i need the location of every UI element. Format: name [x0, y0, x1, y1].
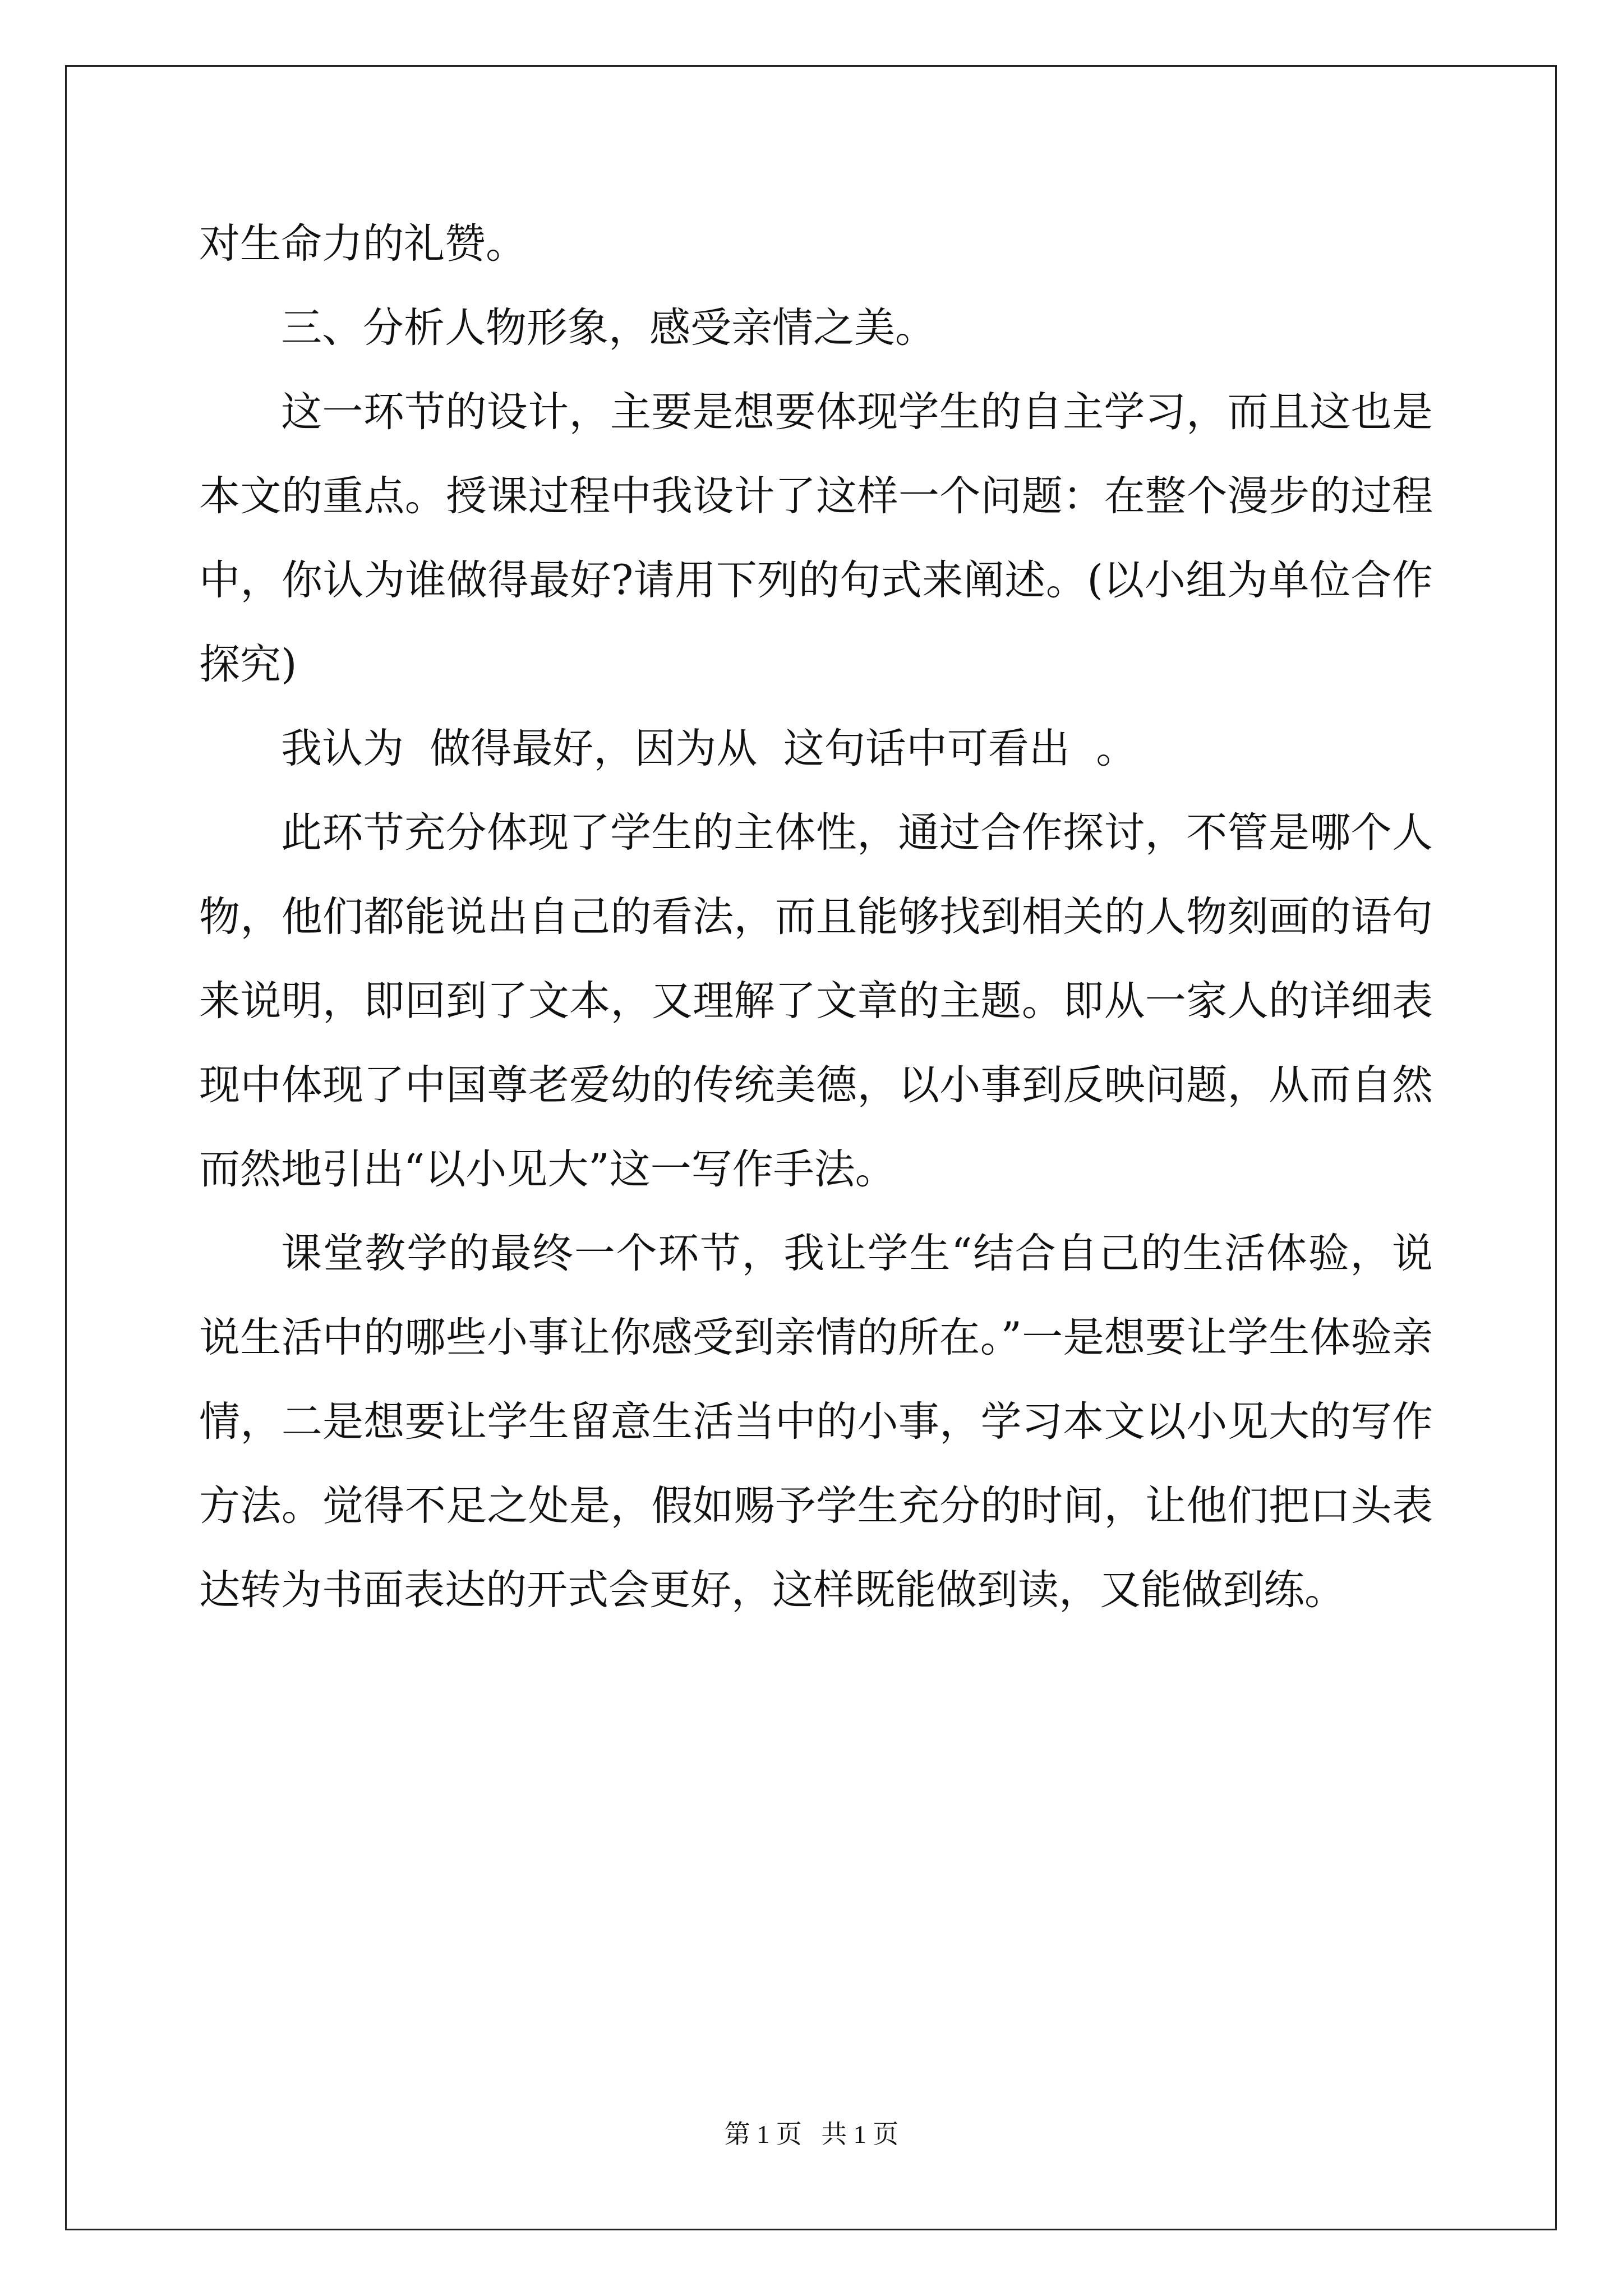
paragraph-design-intro: 这一环节的设计，主要是想要体现学生的自主学习，而且这也是本文的重点。授课过程中我设计了这样一个问题：在整个漫步的过程中，你认为谁做得最好?请用下列的句式来阐述。(以小组为单位合作探究): [199, 388, 1433, 688]
section-heading: 三、分析人物形象，感受亲情之美。: [281, 304, 936, 352]
document-body: [199, 202, 1433, 1632]
paragraph-analysis: 此环节充分体现了学生的主体性，通过合作探讨，不管是哪个人物，他们都能说出自己的看法，而且能够找到相关的人物刻画的语句来说明，即回到了文本，又理解了文章的主题。即从一家人的详细表现中体现了中国尊老爱幼的传统美德，以小事到反映问题，从而自然而然地引出“以小见大”这一写作手法。: [199, 809, 1433, 1193]
page-number-footer: 第 1 页 共 1 页: [724, 2120, 899, 2148]
paragraph-final-step: 课堂教学的最终一个环节，我让学生“结合自己的生活体验，说说生活中的哪些小事让你感受到亲情的所在。”一是想要让学生体验亲情，二是想要让学生留意生活当中的小事，学习本文以小见大的写作方法。觉得不足之处是，假如赐予学生充分的时间，让他们把口头表达转为书面表达的开式会更好，这样既能做到读，又能做到练。: [199, 1230, 1433, 1614]
paragraph-sentence-pattern: 我认为 做得最好，因为从 这句话中可看出 。: [281, 725, 1137, 772]
paragraph-continuation: 对生命力的礼赞。: [199, 220, 527, 268]
